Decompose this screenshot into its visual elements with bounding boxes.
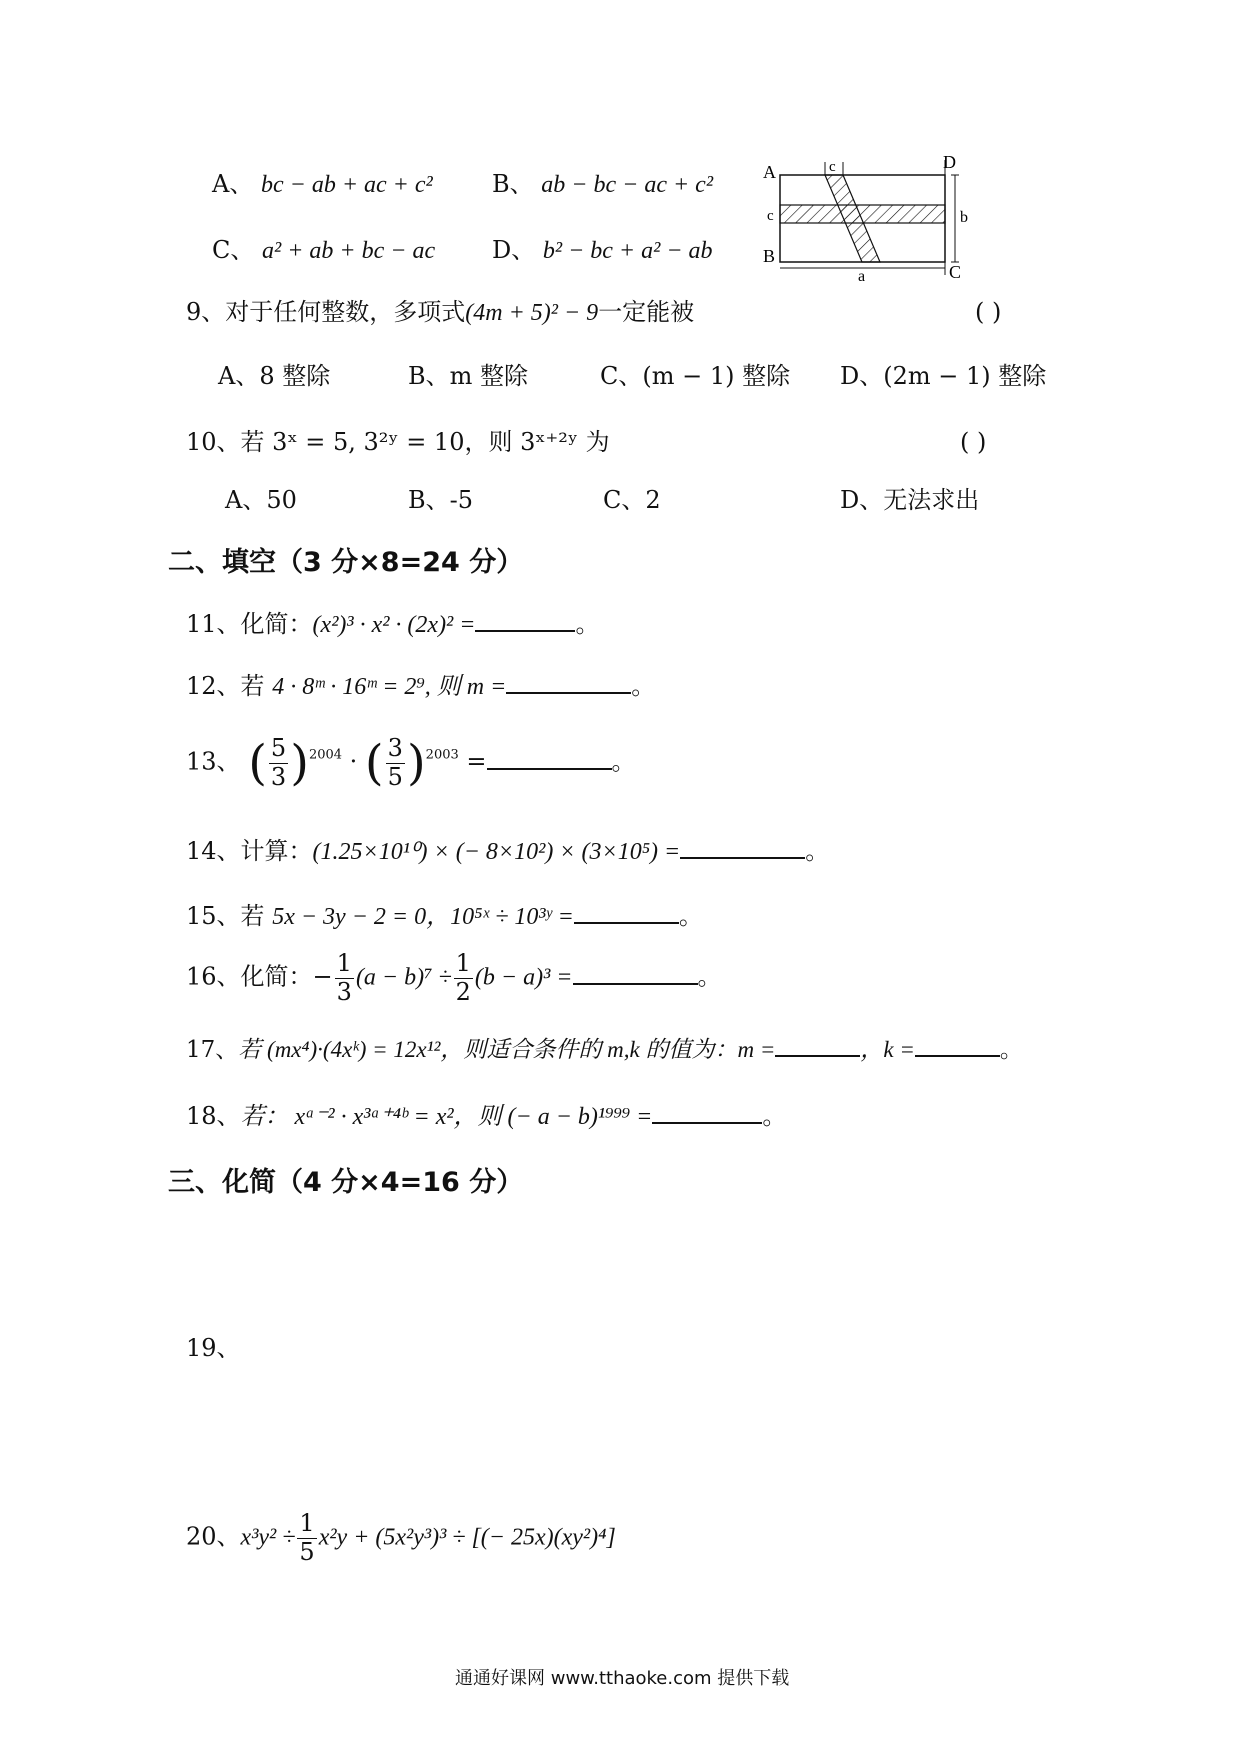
q9-option-d: D、(2m − 1) 整除 bbox=[840, 362, 1047, 390]
q9-option-a: A、8 整除 bbox=[218, 362, 331, 390]
q11: 11、化简：(x²)³ · x² · (2x)² = 。 bbox=[186, 610, 600, 638]
label-a: a bbox=[858, 268, 866, 285]
q8-option-d: D、 b² − bc + a² − ab bbox=[492, 236, 713, 264]
q15-answer-blank[interactable] bbox=[574, 900, 679, 924]
q10-stem: 10、若 3ˣ = 5, 3²ʸ = 10，则 3ˣ⁺²ʸ 为 bbox=[186, 428, 610, 456]
q12-answer-blank[interactable] bbox=[506, 670, 631, 694]
q8-rectangle-figure bbox=[755, 150, 975, 285]
section-3-title: 三、化简（4 分×4=16 分） bbox=[168, 1167, 524, 1198]
q13: 13、 ( $\frac{5}{3}$ )$^{2004}$ · ( $\frac{3}{5}$ )$^{2003}$ = 。 bbox=[186, 734, 636, 792]
section-2-title: 二、填空（3 分×8=24 分） bbox=[168, 547, 524, 578]
label-B: B bbox=[763, 246, 776, 266]
label-A: A bbox=[763, 162, 776, 182]
q16-answer-blank[interactable] bbox=[573, 961, 698, 985]
q10-answer-paren: ( ) bbox=[960, 428, 987, 456]
q14: 14、计算：(1.25×10¹⁰) × (− 8×10²) × (3×10⁵) = 。 bbox=[186, 837, 830, 865]
q19: 19、 bbox=[186, 1334, 241, 1362]
q8-option-a: A、 bc − ab + ac + c² bbox=[212, 170, 433, 198]
q20: 20、x³y² ÷ $\frac{1}{5}$ x²y + (5x²y³)³ ÷ [(− 25x)(xy²)⁴] bbox=[186, 1509, 616, 1566]
q10-option-b: B、-5 bbox=[408, 486, 474, 514]
q10-option-a: A、50 bbox=[225, 486, 297, 514]
label-c-top: c bbox=[829, 159, 836, 175]
label-C: C bbox=[949, 262, 962, 282]
q9-option-b: B、m 整除 bbox=[408, 362, 529, 390]
q8-option-c: C、 a² + ab + bc − ac bbox=[212, 236, 436, 264]
label-b: b bbox=[960, 209, 968, 226]
q9-stem: 9、对于任何整数，多项式(4m + 5)² − 9一定能被 bbox=[186, 298, 695, 326]
footer-source: 通通好课网 www.tthaoke.com 提供下载 bbox=[455, 1668, 790, 1689]
label-c-left: c bbox=[767, 208, 774, 224]
q17-k-blank[interactable] bbox=[915, 1033, 1000, 1057]
q18-answer-blank[interactable] bbox=[652, 1100, 762, 1124]
q8-option-b: B、 ab − bc − ac + c² bbox=[492, 170, 714, 198]
q13-answer-blank[interactable] bbox=[487, 746, 612, 770]
q16: 16、化简：− $\frac{1}{3}$ (a − b)⁷ ÷ $\frac{1}{2}$ (b − a)³ = 。 bbox=[186, 949, 722, 1006]
q10-option-c: C、2 bbox=[603, 486, 661, 514]
q17: 17、若 (mx⁴)·(4xᵏ) = 12x¹²，则适合条件的 m,k 的值为：m = ，k = 。 bbox=[186, 1033, 1023, 1065]
q18: 18、若： xᵃ⁻² · x³ᵃ⁺⁴ᵇ = x²，则 (− a − b)¹⁹⁹⁹ = 。 bbox=[186, 1102, 787, 1130]
q10-option-d: D、无法求出 bbox=[840, 486, 980, 514]
q15: 15、若 5x − 3y − 2 = 0，10⁵ˣ ÷ 10³ʸ = 。 bbox=[186, 902, 703, 930]
q9-option-c: C、(m − 1) 整除 bbox=[600, 362, 791, 390]
q11-answer-blank[interactable] bbox=[475, 608, 575, 632]
q17-m-blank[interactable] bbox=[775, 1033, 860, 1057]
q9-answer-paren: ( ) bbox=[975, 298, 1002, 326]
q14-answer-blank[interactable] bbox=[680, 835, 805, 859]
q12: 12、若 4 · 8ᵐ · 16ᵐ = 2⁹, 则 m = 。 bbox=[186, 672, 656, 700]
label-D: D bbox=[943, 152, 956, 172]
